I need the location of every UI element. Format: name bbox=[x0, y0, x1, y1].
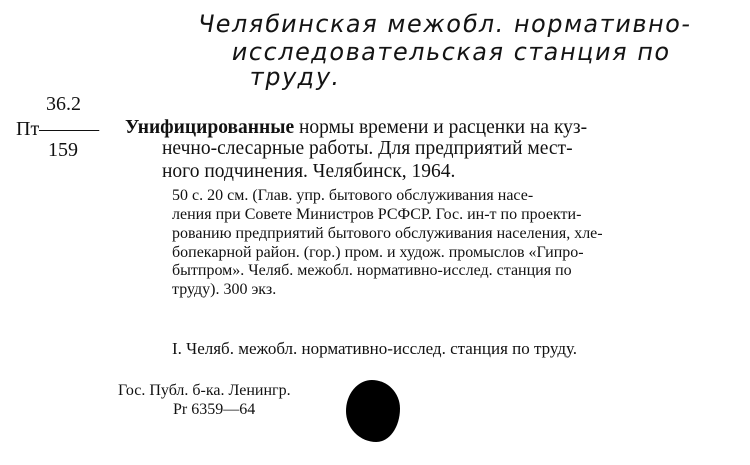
stamp-number: Pr 6359—64 bbox=[173, 401, 256, 418]
handwritten-line-3: труду. bbox=[247, 63, 344, 91]
shelfmark-bottom: 159 bbox=[48, 139, 78, 161]
entry-title-line bbox=[125, 118, 587, 138]
imprint-line-5: бытпром». Челяб. межобл. нормативно-исслед. станция по bbox=[172, 262, 572, 279]
entry-title-bold: Унифицированные bbox=[125, 117, 295, 138]
imprint-line-4: бопекарной район. (гор.) пром. и худож. промыслов «Гипро- bbox=[172, 244, 584, 261]
handwritten-line-2: исследовательская станция по bbox=[229, 38, 674, 66]
handwritten-line-1: Челябинская межобл. нормативно- bbox=[195, 10, 695, 38]
imprint-line-2: ления при Совете Министров РСФСР. Гос. ин-т по проекти- bbox=[172, 206, 582, 223]
entry-title-rest: нормы времени и расценки на куз- bbox=[299, 117, 588, 138]
shelfmark-middle: Пт——— bbox=[16, 118, 100, 140]
imprint-line-6: труду). 300 экз. bbox=[172, 281, 277, 298]
library-stamp-line: Гос. Публ. б-ка. Ленингр. bbox=[118, 382, 291, 399]
imprint-line-1: 50 с. 20 см. (Глав. упр. бытового обслуживания насе- bbox=[172, 187, 534, 204]
shelfmark-top: 36.2 bbox=[46, 93, 81, 115]
entry-line-3: ного подчинения. Челябинск, 1964. bbox=[162, 161, 456, 182]
ink-blot bbox=[346, 380, 400, 442]
entry-line-2: нечно-слесарные работы. Для предприятий мест- bbox=[162, 138, 573, 159]
imprint-line-3: рованию предприятий бытового обслуживания населения, хле- bbox=[172, 225, 603, 242]
added-entry: I. Челяб. межобл. нормативно-исслед. станция по труду. bbox=[172, 339, 578, 358]
